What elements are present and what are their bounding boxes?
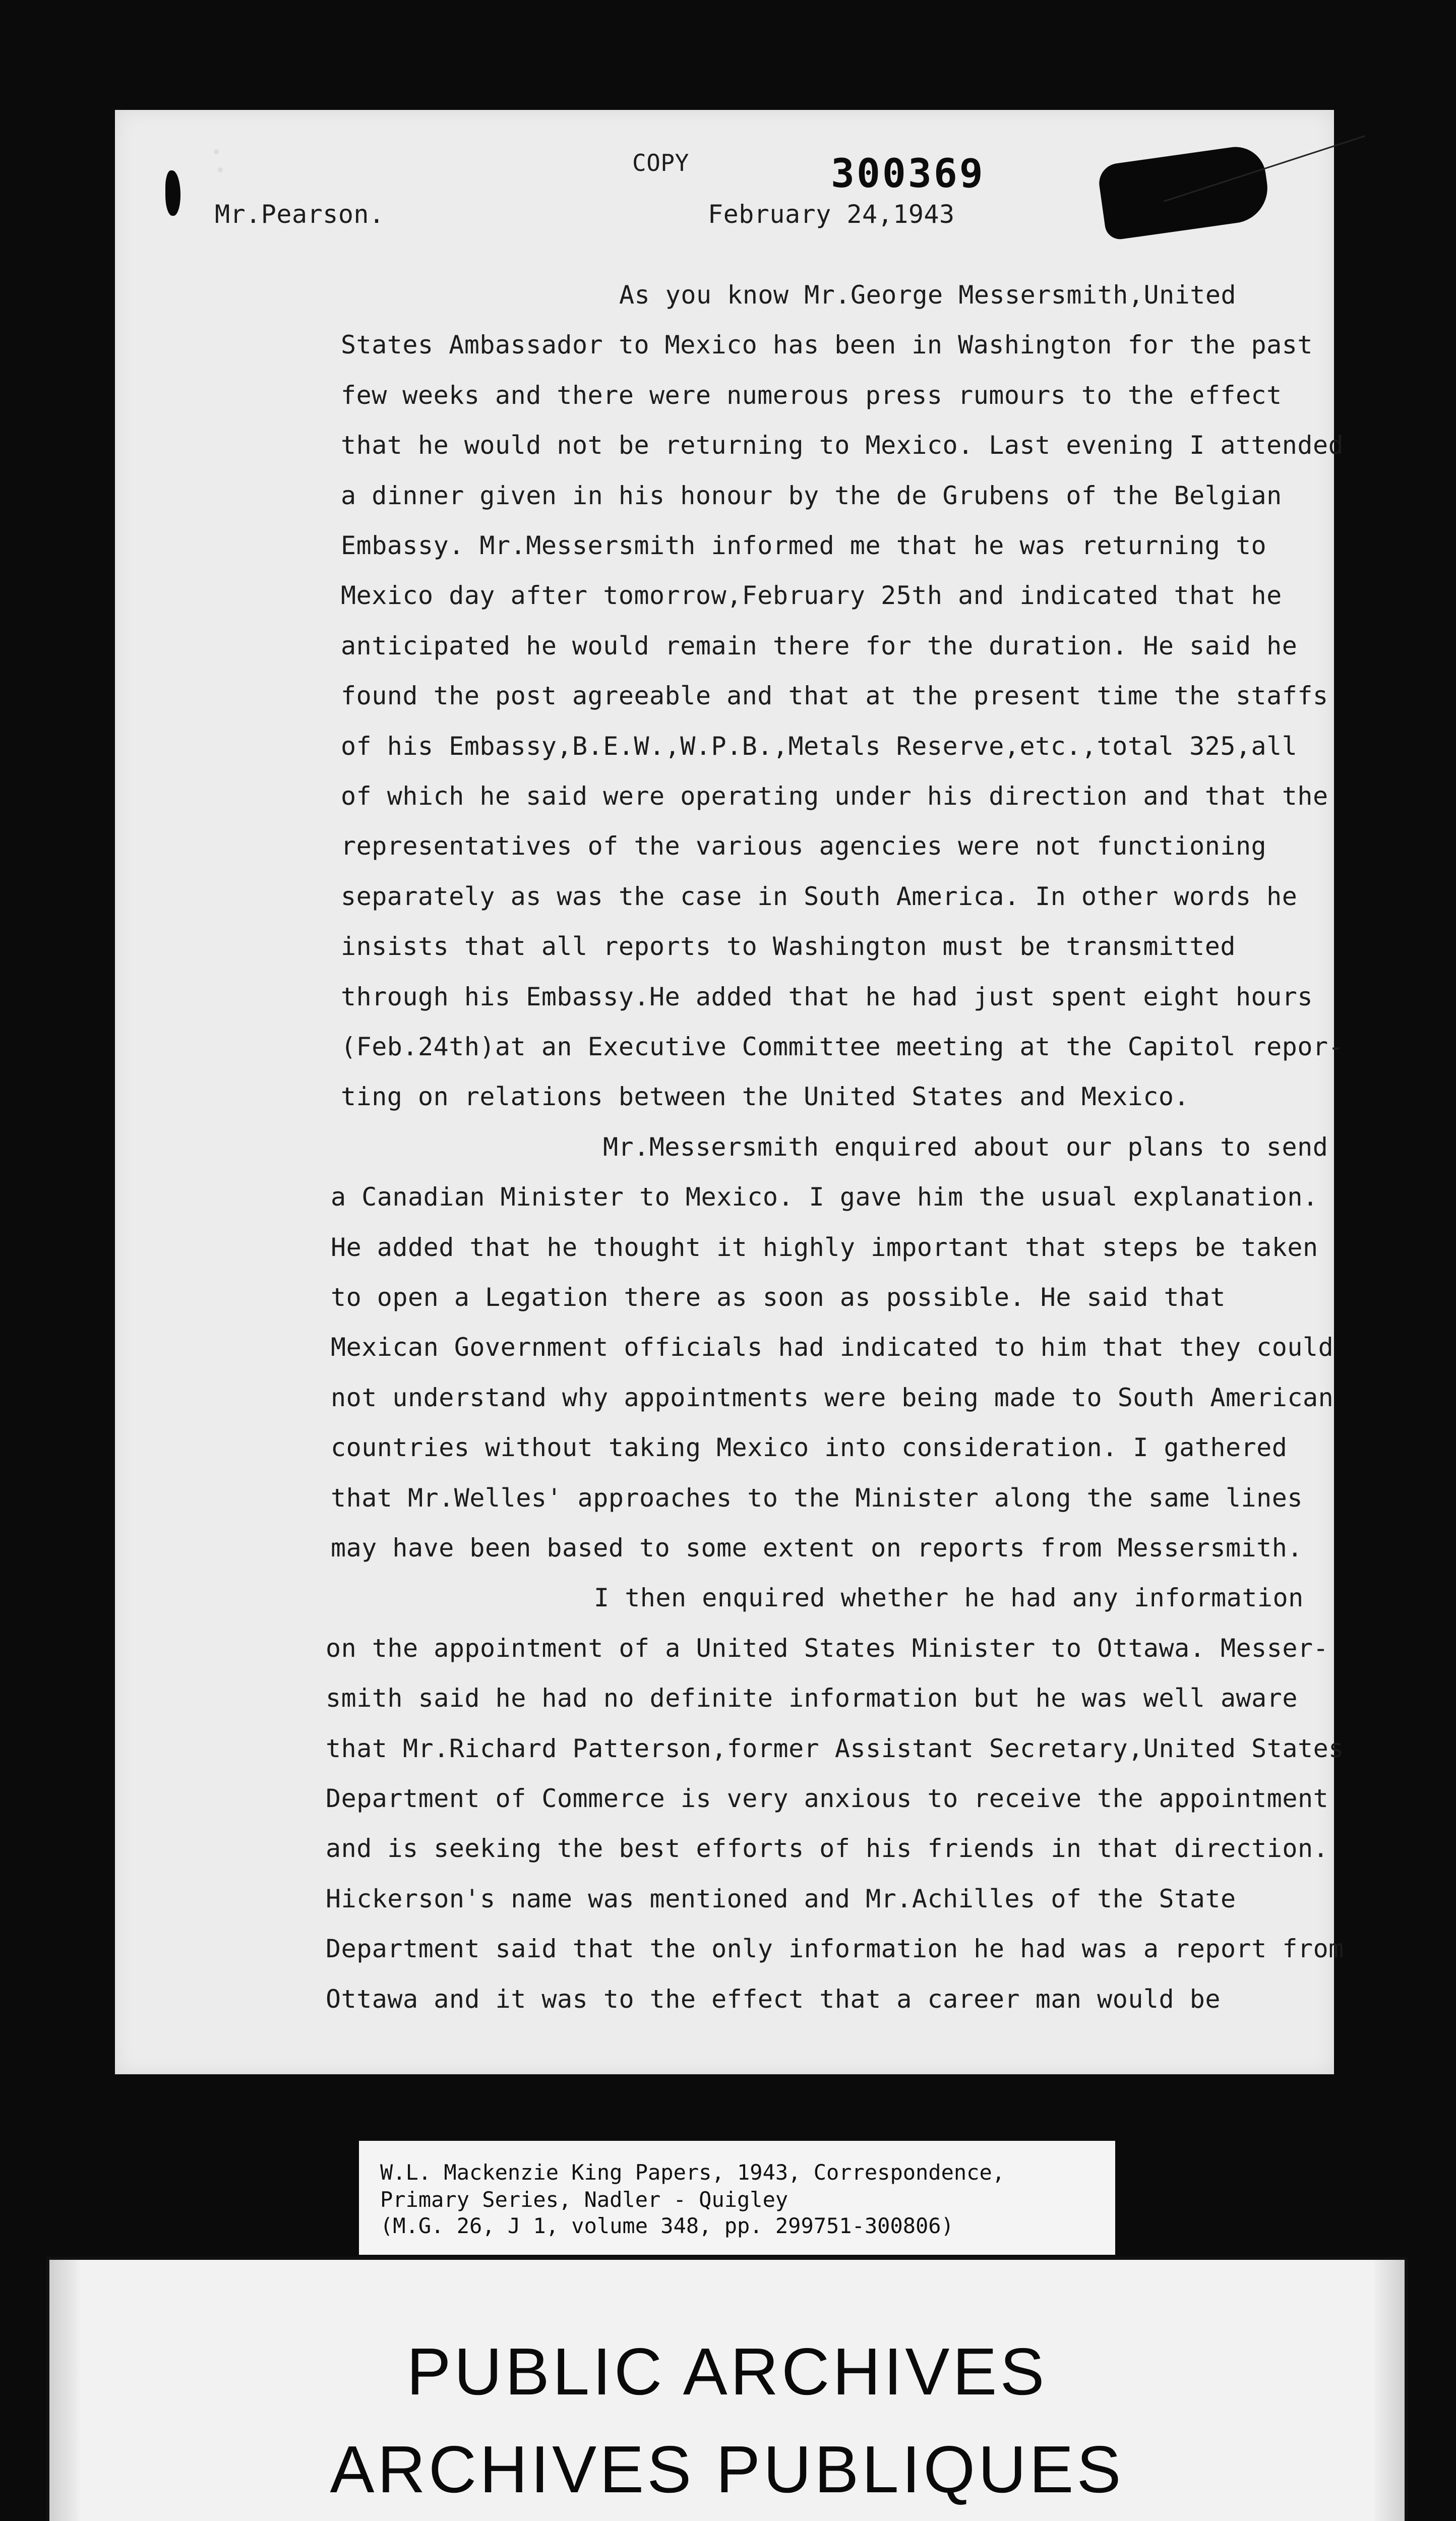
body-line: As you know Mr.George Messersmith,United xyxy=(619,280,1237,310)
body-line: Mexican Government officials had indicated to him that they could xyxy=(331,1333,1334,1362)
body-line: Department of Commerce is very anxious to receive the appointment xyxy=(326,1784,1329,1813)
body-line: States Ambassador to Mexico has been in Washington for the past xyxy=(341,330,1313,359)
body-line: a Canadian Minister to Mexico. I gave him the usual explanation. xyxy=(331,1182,1318,1212)
body-line: anticipated he would remain there for the duration. He said he xyxy=(341,631,1298,661)
catalog-line: W.L. Mackenzie King Papers, 1943, Correspondence, xyxy=(380,2160,1005,2185)
body-line: Hickerson's name was mentioned and Mr.Achilles of the State xyxy=(326,1884,1236,1913)
body-line: that Mr.Welles' approaches to the Minister along the same lines xyxy=(331,1483,1303,1513)
archive-title-french: ARCHIVES PUBLIQUES xyxy=(330,2432,1124,2506)
archive-title-english: PUBLIC ARCHIVES xyxy=(406,2334,1048,2409)
body-line: Mr.Messersmith enquired about our plans to send xyxy=(603,1132,1328,1162)
body-line: I then enquired whether he had any information xyxy=(594,1583,1304,1612)
body-line: and is seeking the best efforts of his friends in that direction. xyxy=(326,1834,1329,1863)
body-line: on the appointment of a United States Minister to Ottawa. Messer- xyxy=(326,1634,1329,1663)
body-line: that he would not be returning to Mexico. Last evening I attended xyxy=(341,431,1344,460)
catalog-line: Primary Series, Nadler - Quigley xyxy=(380,2187,788,2212)
body-line: Mexico day after tomorrow,February 25th and indicated that he xyxy=(341,581,1282,610)
catalog-line: (M.G. 26, J 1, volume 348, pp. 299751-300806) xyxy=(380,2213,954,2238)
body-line: to open a Legation there as soon as possible. He said that xyxy=(331,1283,1226,1312)
letter-page xyxy=(115,110,1344,2074)
body-line: found the post agreeable and that at the present time the staffs xyxy=(341,681,1328,710)
body-line: Ottawa and it was to the effect that a career man would be xyxy=(326,1985,1221,2014)
punch-dot xyxy=(218,167,223,172)
body-line: separately as was the case in South America. In other words he xyxy=(341,882,1298,911)
body-line: may have been based to some extent on reports from Messersmith. xyxy=(331,1533,1303,1563)
body-line: (Feb.24th)at an Executive Committee meeting at the Capitol repor- xyxy=(341,1032,1344,1061)
body-line: ting on relations between the United States and Mexico. xyxy=(341,1082,1190,1111)
body-line: smith said he had no definite information but he was well aware xyxy=(326,1684,1298,1713)
body-line: through his Embassy.He added that he had just spent eight hours xyxy=(341,982,1313,1011)
catalog-reference-label xyxy=(359,2141,1115,2255)
punch-dot xyxy=(214,149,219,154)
document-number-stamp: 300369 xyxy=(831,151,985,197)
body-line: Embassy. Mr.Messersmith informed me that he was returning to xyxy=(341,531,1267,560)
body-line: Department said that the only information he had was a report from xyxy=(326,1934,1344,1963)
copy-label: COPY xyxy=(632,149,689,176)
archives-card xyxy=(46,2257,1408,2521)
body-line: of which he said were operating under his direction and that the xyxy=(341,782,1328,811)
letter-body xyxy=(115,110,1344,2074)
body-line: few weeks and there were numerous press rumours to the effect xyxy=(341,381,1282,410)
body-line: countries without taking Mexico into consideration. I gathered xyxy=(331,1433,1288,1462)
body-line: He added that he thought it highly important that steps be taken xyxy=(331,1233,1318,1262)
body-line: a dinner given in his honour by the de Grubens of the Belgian xyxy=(341,481,1282,510)
body-line: not understand why appointments were being made to South American xyxy=(331,1383,1334,1412)
body-line: representatives of the various agencies were not functioning xyxy=(341,831,1267,861)
body-line: insists that all reports to Washington must be transmitted xyxy=(341,932,1236,961)
body-line: that Mr.Richard Patterson,former Assistant Secretary,United States xyxy=(326,1734,1344,1763)
recipient-line: Mr.Pearson. xyxy=(215,200,385,229)
body-line: of his Embassy,B.E.W.,W.P.B.,Metals Reserve,etc.,total 325,all xyxy=(341,732,1298,761)
letter-date: February 24,1943 xyxy=(708,200,955,229)
